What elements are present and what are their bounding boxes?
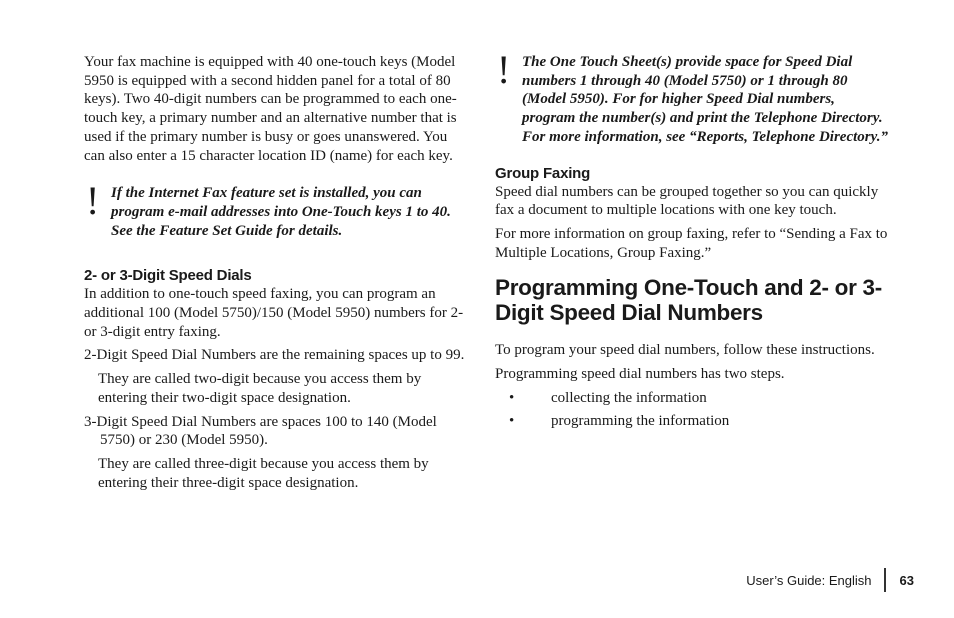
intro-paragraph: Your fax machine is equipped with 40 one-touch keys (Model 5950 is equipped with a second hidden panel for a total of 80 keys). Two 40-digit numbers can be programmed to each one-touch key, a primary number and an alternative number that is used if the primary number is busy or goes unanswered. You can also enter a 15 character location ID (name) for each key. bbox=[84, 54, 457, 164]
warning-icon: ! bbox=[497, 47, 511, 92]
step-label: programming the information bbox=[551, 413, 730, 430]
section-heading bbox=[495, 275, 890, 325]
bullet-icon: • bbox=[509, 389, 515, 406]
programming-steps-intro: Programming speed dial numbers has two steps. bbox=[495, 366, 785, 383]
internet-fax-note-text: If the Internet Fax feature set is installed, you can program e-mail addresses into One-Touch keys 1 to 40. See the Feature Set Guide for details. bbox=[111, 185, 451, 239]
footer-divider bbox=[884, 568, 886, 592]
bullet-icon: • bbox=[509, 413, 515, 430]
speed-dials-intro: In addition to one-touch speed faxing, you can program an additional 100 (Model 5750)/150 (Model 5950) numbers for 2- or 3-digit entry faxing. bbox=[84, 286, 464, 340]
group-faxing-paragraph-2: For more information on group faxing, refer to “Sending a Fax to Multiple Locations, Group Faxing.” bbox=[495, 225, 888, 261]
page-footer bbox=[746, 568, 914, 592]
left-column bbox=[84, 53, 470, 492]
section-heading-line-2: Digit Speed Dial Numbers bbox=[495, 300, 763, 326]
programming-intro: To program your speed dial numbers, follow these instructions. bbox=[495, 342, 875, 359]
two-digit-description: 2-Digit Speed Dial Numbers are the remaining spaces up to 99. bbox=[84, 347, 465, 364]
group-faxing-heading: Group Faxing bbox=[495, 164, 591, 182]
right-column bbox=[495, 47, 890, 431]
group-faxing-paragraph-1: Speed dial numbers can be grouped together so you can quickly fax a document to multiple locations with one key touch. bbox=[495, 183, 879, 219]
speed-dials-heading: 2- or 3-Digit Speed Dials bbox=[84, 267, 252, 285]
three-digit-explanation: They are called three-digit because you access them by entering their three-digit space designation. bbox=[98, 455, 429, 491]
one-touch-sheet-note bbox=[495, 47, 890, 147]
internet-fax-note bbox=[84, 178, 470, 240]
step-label: collecting the information bbox=[551, 389, 707, 406]
three-digit-description: 3-Digit Speed Dial Numbers are spaces 100 to 140 (Model 5750) or 230 (Model 5950). bbox=[84, 413, 437, 449]
two-digit-explanation: They are called two-digit because you access them by entering their two-digit space designation. bbox=[98, 371, 422, 406]
page-number: 63 bbox=[899, 572, 914, 588]
one-touch-sheet-note-text: The One Touch Sheet(s) provide space for Speed Dial numbers 1 through 40 (Model 5750) or 1 through 80 (Model 5950). For for higher Speed Dial numbers, program the number(s) and print the Telephone Directory. For more information, see “Reports, Telephone Directory.” bbox=[522, 54, 888, 145]
list-item bbox=[495, 389, 890, 408]
footer-label: User’s Guide: English bbox=[746, 572, 872, 588]
list-item bbox=[495, 412, 890, 431]
warning-icon: ! bbox=[86, 178, 100, 224]
section-heading-line-1: Programming One-Touch and 2- or 3- bbox=[495, 275, 882, 301]
